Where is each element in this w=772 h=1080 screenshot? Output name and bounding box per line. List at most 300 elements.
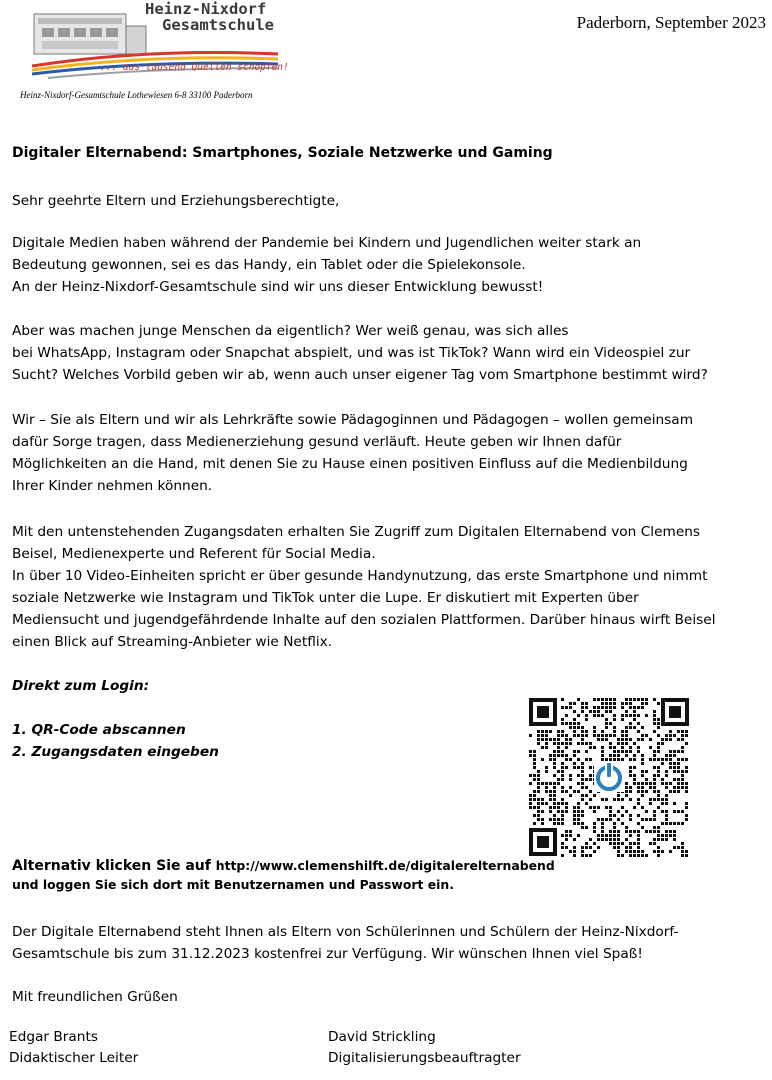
qr-module bbox=[537, 798, 540, 801]
qr-module bbox=[605, 738, 608, 741]
qr-module bbox=[577, 818, 580, 821]
qr-module bbox=[625, 738, 628, 741]
qr-module bbox=[557, 782, 560, 785]
qr-module bbox=[665, 734, 668, 737]
qr-module bbox=[601, 818, 604, 821]
salutation bbox=[12, 190, 768, 212]
qr-module bbox=[657, 758, 660, 761]
qr-module bbox=[665, 810, 668, 813]
qr-module bbox=[541, 730, 544, 733]
qr-module bbox=[577, 734, 580, 737]
qr-module bbox=[625, 698, 628, 701]
qr-module bbox=[565, 714, 568, 717]
qr-module bbox=[649, 782, 652, 785]
qr-module bbox=[561, 730, 564, 733]
qr-module bbox=[593, 714, 596, 717]
qr-module bbox=[549, 818, 552, 821]
qr-module bbox=[581, 786, 584, 789]
qr-module bbox=[557, 754, 560, 757]
paragraph-line: Aber was machen junge Menschen da eigentlich? Wer weiß genau, was sich alles bbox=[12, 323, 569, 339]
qr-module bbox=[581, 742, 584, 745]
qr-module bbox=[637, 830, 640, 833]
qr-module bbox=[641, 818, 644, 821]
qr-module bbox=[585, 714, 588, 717]
qr-module bbox=[601, 702, 604, 705]
login-url-link[interactable]: http://www.clemenshilft.de/digitalerelternabend bbox=[215, 858, 555, 873]
qr-module bbox=[653, 810, 656, 813]
login-heading: Direkt zum Login: bbox=[12, 678, 150, 694]
qr-module bbox=[677, 750, 680, 753]
qr-module bbox=[641, 758, 644, 761]
qr-module bbox=[637, 790, 640, 793]
qr-module bbox=[565, 766, 568, 769]
qr-module bbox=[633, 718, 636, 721]
qr-module bbox=[593, 822, 596, 825]
qr-module bbox=[597, 818, 600, 821]
qr-module bbox=[541, 810, 544, 813]
qr-module bbox=[629, 786, 632, 789]
qr-module bbox=[589, 790, 592, 793]
qr-module bbox=[653, 722, 656, 725]
qr-module bbox=[641, 698, 644, 701]
qr-module bbox=[581, 766, 584, 769]
qr-module bbox=[581, 782, 584, 785]
qr-module bbox=[577, 834, 580, 837]
qr-module bbox=[653, 714, 656, 717]
qr-module bbox=[565, 802, 568, 805]
qr-module bbox=[545, 790, 548, 793]
qr-module bbox=[581, 810, 584, 813]
qr-module bbox=[613, 746, 616, 749]
qr-module bbox=[597, 846, 600, 849]
qr-module bbox=[673, 750, 676, 753]
qr-module bbox=[573, 846, 576, 849]
qr-module bbox=[565, 846, 568, 849]
qr-module bbox=[641, 702, 644, 705]
qr-module bbox=[613, 846, 616, 849]
qr-module bbox=[621, 714, 624, 717]
qr-module bbox=[677, 782, 680, 785]
qr-module bbox=[597, 698, 600, 701]
qr-module bbox=[557, 742, 560, 745]
qr-module bbox=[681, 738, 684, 741]
qr-module bbox=[557, 746, 560, 749]
qr-module bbox=[549, 790, 552, 793]
qr-module bbox=[565, 830, 568, 833]
qr-module bbox=[629, 790, 632, 793]
qr-module bbox=[629, 738, 632, 741]
paragraph-line: An der Heinz-Nixdorf-Gesamtschule sind wir uns dieser Entwicklung bewusst! bbox=[12, 279, 544, 295]
qr-module bbox=[605, 722, 608, 725]
qr-module bbox=[641, 790, 644, 793]
qr-module bbox=[577, 742, 580, 745]
signer-name: Edgar Brants bbox=[9, 1029, 98, 1045]
qr-module bbox=[609, 842, 612, 845]
qr-module bbox=[625, 714, 628, 717]
qr-module bbox=[641, 770, 644, 773]
qr-module bbox=[605, 726, 608, 729]
qr-module bbox=[645, 770, 648, 773]
qr-code-graphic bbox=[528, 697, 690, 857]
qr-module bbox=[581, 850, 584, 853]
qr-module bbox=[585, 730, 588, 733]
qr-module bbox=[589, 854, 592, 857]
qr-module bbox=[613, 830, 616, 833]
qr-module bbox=[573, 734, 576, 737]
qr-module bbox=[529, 774, 532, 777]
qr-module bbox=[573, 790, 576, 793]
qr-module bbox=[665, 814, 668, 817]
qr-module bbox=[601, 730, 604, 733]
qr-module bbox=[601, 830, 604, 833]
qr-module bbox=[533, 762, 536, 765]
qr-module bbox=[565, 790, 568, 793]
qr-module bbox=[589, 778, 592, 781]
qr-module bbox=[637, 698, 640, 701]
qr-module bbox=[657, 722, 660, 725]
qr-module bbox=[621, 730, 624, 733]
qr-module bbox=[609, 722, 612, 725]
qr-module bbox=[673, 834, 676, 837]
qr-module bbox=[681, 850, 684, 853]
qr-module bbox=[613, 702, 616, 705]
qr-module bbox=[681, 822, 684, 825]
paragraph-line: Ihrer Kinder nehmen können. bbox=[12, 478, 213, 494]
qr-module bbox=[673, 790, 676, 793]
qr-module bbox=[641, 738, 644, 741]
qr-module bbox=[573, 810, 576, 813]
qr-module bbox=[617, 742, 620, 745]
qr-module bbox=[561, 770, 564, 773]
qr-module bbox=[581, 798, 584, 801]
qr-module bbox=[677, 786, 680, 789]
qr-module bbox=[613, 798, 616, 801]
login-qr-code[interactable] bbox=[528, 697, 690, 857]
power-icon bbox=[594, 761, 624, 792]
qr-module bbox=[565, 734, 568, 737]
qr-module bbox=[653, 774, 656, 777]
qr-module bbox=[637, 786, 640, 789]
qr-module bbox=[601, 754, 604, 757]
qr-module bbox=[561, 734, 564, 737]
qr-module bbox=[585, 826, 588, 829]
qr-module bbox=[549, 794, 552, 797]
qr-module bbox=[629, 850, 632, 853]
qr-module bbox=[585, 846, 588, 849]
qr-module bbox=[593, 730, 596, 733]
qr-module bbox=[533, 750, 536, 753]
qr-module bbox=[553, 794, 556, 797]
paragraph-line: Sucht? Welches Vorbild geben wir ab, wenn auch unser eigener Tag vom Smartphone bestimmt wird? bbox=[12, 367, 708, 383]
qr-module bbox=[585, 742, 588, 745]
qr-module bbox=[529, 802, 532, 805]
paragraph-line: Wir – Sie als Eltern und wir als Lehrkräfte sowie Pädagoginnen und Pädagogen – wollen gemeinsam bbox=[12, 412, 694, 428]
qr-module bbox=[645, 790, 648, 793]
qr-module bbox=[549, 738, 552, 741]
qr-module bbox=[641, 726, 644, 729]
qr-module bbox=[673, 734, 676, 737]
qr-module bbox=[613, 826, 616, 829]
qr-module bbox=[633, 698, 636, 701]
qr-module bbox=[537, 786, 540, 789]
qr-module bbox=[613, 726, 616, 729]
paragraph-access-info bbox=[12, 521, 768, 653]
qr-module bbox=[637, 846, 640, 849]
qr-module bbox=[577, 758, 580, 761]
qr-module bbox=[641, 774, 644, 777]
qr-module bbox=[673, 778, 676, 781]
qr-module bbox=[649, 798, 652, 801]
qr-module bbox=[545, 742, 548, 745]
qr-module bbox=[657, 718, 660, 721]
qr-module bbox=[681, 782, 684, 785]
logo-title-line1: Heinz-Nixdorf bbox=[145, 0, 267, 18]
qr-module bbox=[597, 806, 600, 809]
qr-module bbox=[529, 806, 532, 809]
qr-module bbox=[537, 734, 540, 737]
qr-module bbox=[621, 806, 624, 809]
qr-module bbox=[649, 818, 652, 821]
qr-module bbox=[597, 714, 600, 717]
qr-module bbox=[657, 854, 660, 857]
qr-module bbox=[681, 778, 684, 781]
qr-module bbox=[573, 702, 576, 705]
qr-module bbox=[609, 698, 612, 701]
qr-module bbox=[537, 774, 540, 777]
qr-module bbox=[665, 770, 668, 773]
qr-module bbox=[557, 818, 560, 821]
qr-module bbox=[609, 838, 612, 841]
qr-module bbox=[617, 842, 620, 845]
qr-module bbox=[621, 702, 624, 705]
qr-module bbox=[593, 706, 596, 709]
qr-module bbox=[565, 706, 568, 709]
qr-module bbox=[641, 786, 644, 789]
qr-module bbox=[585, 786, 588, 789]
qr-module bbox=[593, 794, 596, 797]
qr-module bbox=[573, 818, 576, 821]
qr-module bbox=[609, 746, 612, 749]
qr-module bbox=[625, 786, 628, 789]
qr-module bbox=[609, 834, 612, 837]
qr-module bbox=[653, 838, 656, 841]
qr-module bbox=[657, 702, 660, 705]
qr-module bbox=[629, 846, 632, 849]
qr-module bbox=[577, 814, 580, 817]
qr-module bbox=[577, 790, 580, 793]
qr-module bbox=[653, 786, 656, 789]
qr-module bbox=[621, 718, 624, 721]
qr-module bbox=[641, 794, 644, 797]
qr-module bbox=[681, 730, 684, 733]
qr-module bbox=[609, 806, 612, 809]
qr-module bbox=[649, 758, 652, 761]
qr-module bbox=[545, 734, 548, 737]
qr-module bbox=[569, 830, 572, 833]
qr-module bbox=[553, 742, 556, 745]
qr-module bbox=[653, 710, 656, 713]
qr-module bbox=[621, 814, 624, 817]
qr-module bbox=[605, 698, 608, 701]
qr-module bbox=[561, 718, 564, 721]
qr-module bbox=[601, 834, 604, 837]
qr-module bbox=[561, 778, 564, 781]
qr-module bbox=[545, 770, 548, 773]
qr-module bbox=[577, 774, 580, 777]
paragraph-media-education bbox=[12, 409, 768, 497]
qr-module bbox=[637, 854, 640, 857]
qr-module bbox=[653, 830, 656, 833]
qr-module bbox=[545, 730, 548, 733]
qr-module bbox=[625, 830, 628, 833]
qr-module bbox=[609, 742, 612, 745]
salutation-text: Sehr geehrte Eltern und Erziehungsberechtigte, bbox=[12, 193, 340, 209]
qr-module bbox=[685, 782, 688, 785]
qr-module bbox=[669, 738, 672, 741]
letter-subject: Digitaler Elternabend: Smartphones, Soziale Netzwerke und Gaming bbox=[12, 145, 553, 161]
qr-module bbox=[653, 766, 656, 769]
qr-module bbox=[609, 710, 612, 713]
qr-module bbox=[669, 850, 672, 853]
qr-module bbox=[585, 734, 588, 737]
qr-module bbox=[537, 790, 540, 793]
qr-module bbox=[541, 802, 544, 805]
qr-module bbox=[625, 810, 628, 813]
qr-module bbox=[569, 794, 572, 797]
qr-module bbox=[553, 798, 556, 801]
qr-module bbox=[577, 810, 580, 813]
qr-module bbox=[617, 750, 620, 753]
qr-module bbox=[621, 842, 624, 845]
qr-module bbox=[581, 822, 584, 825]
qr-module bbox=[577, 722, 580, 725]
qr-module bbox=[613, 714, 616, 717]
qr-module bbox=[553, 774, 556, 777]
qr-module bbox=[613, 814, 616, 817]
qr-module bbox=[637, 834, 640, 837]
qr-module bbox=[581, 774, 584, 777]
qr-module bbox=[613, 698, 616, 701]
qr-module bbox=[629, 834, 632, 837]
qr-module bbox=[649, 802, 652, 805]
qr-module bbox=[625, 754, 628, 757]
qr-module bbox=[577, 806, 580, 809]
qr-module bbox=[561, 762, 564, 765]
qr-module bbox=[593, 842, 596, 845]
qr-module bbox=[605, 710, 608, 713]
qr-module bbox=[629, 818, 632, 821]
qr-module bbox=[649, 842, 652, 845]
qr-module bbox=[657, 770, 660, 773]
qr-module bbox=[569, 726, 572, 729]
qr-module bbox=[609, 706, 612, 709]
qr-module bbox=[653, 850, 656, 853]
qr-module bbox=[637, 782, 640, 785]
qr-module bbox=[573, 718, 576, 721]
qr-module bbox=[565, 754, 568, 757]
qr-module bbox=[625, 730, 628, 733]
paragraph-line: Mediensucht und jugendgefährdende Inhalte auf den sozialen Plattformen. Darüber hinaus wirft Beisel bbox=[12, 612, 716, 628]
qr-module bbox=[621, 822, 624, 825]
qr-module bbox=[617, 810, 620, 813]
qr-module bbox=[645, 782, 648, 785]
qr-module bbox=[665, 774, 668, 777]
qr-module bbox=[613, 834, 616, 837]
qr-module bbox=[685, 854, 688, 857]
qr-module bbox=[569, 774, 572, 777]
qr-module bbox=[685, 802, 688, 805]
qr-module bbox=[593, 710, 596, 713]
alternative-lead-text: Alternativ klicken Sie auf bbox=[12, 858, 216, 874]
qr-module bbox=[625, 782, 628, 785]
qr-module bbox=[565, 806, 568, 809]
qr-module bbox=[585, 802, 588, 805]
qr-module bbox=[629, 842, 632, 845]
qr-module bbox=[549, 806, 552, 809]
qr-module bbox=[561, 842, 564, 845]
paragraph-line: In über 10 Video-Einheiten spricht er über gesunde Handynutzung, das erste Smartphone und nimmt bbox=[12, 568, 708, 584]
qr-module bbox=[641, 762, 644, 765]
qr-module bbox=[601, 822, 604, 825]
qr-module bbox=[589, 758, 592, 761]
qr-module bbox=[545, 802, 548, 805]
qr-module bbox=[625, 702, 628, 705]
logo-slogan: ... aus tausend Quellen schöpfen! bbox=[100, 62, 289, 73]
qr-module bbox=[589, 846, 592, 849]
qr-module bbox=[529, 754, 532, 757]
qr-module bbox=[681, 842, 684, 845]
qr-module bbox=[577, 802, 580, 805]
qr-module bbox=[553, 738, 556, 741]
qr-module bbox=[561, 754, 564, 757]
qr-module bbox=[633, 758, 636, 761]
qr-module bbox=[677, 738, 680, 741]
qr-module bbox=[553, 806, 556, 809]
qr-module bbox=[633, 806, 636, 809]
qr-module bbox=[565, 810, 568, 813]
qr-module bbox=[573, 822, 576, 825]
paragraph-availability bbox=[12, 921, 768, 965]
qr-module bbox=[609, 754, 612, 757]
qr-module bbox=[637, 750, 640, 753]
qr-module bbox=[581, 770, 584, 773]
qr-module bbox=[641, 826, 644, 829]
qr-module bbox=[657, 742, 660, 745]
qr-module bbox=[625, 726, 628, 729]
qr-module bbox=[685, 758, 688, 761]
qr-module bbox=[565, 834, 568, 837]
qr-module bbox=[581, 826, 584, 829]
qr-module bbox=[649, 738, 652, 741]
qr-module bbox=[561, 698, 564, 701]
qr-module bbox=[601, 758, 604, 761]
qr-module bbox=[617, 738, 620, 741]
qr-module bbox=[617, 850, 620, 853]
qr-module bbox=[661, 758, 664, 761]
qr-module bbox=[565, 746, 568, 749]
qr-module bbox=[677, 770, 680, 773]
qr-module bbox=[665, 834, 668, 837]
qr-module bbox=[657, 850, 660, 853]
qr-module bbox=[537, 810, 540, 813]
qr-module bbox=[657, 794, 660, 797]
qr-module bbox=[553, 758, 556, 761]
qr-module bbox=[553, 802, 556, 805]
qr-module bbox=[557, 734, 560, 737]
qr-module bbox=[633, 854, 636, 857]
qr-module bbox=[661, 742, 664, 745]
qr-module bbox=[673, 838, 676, 841]
